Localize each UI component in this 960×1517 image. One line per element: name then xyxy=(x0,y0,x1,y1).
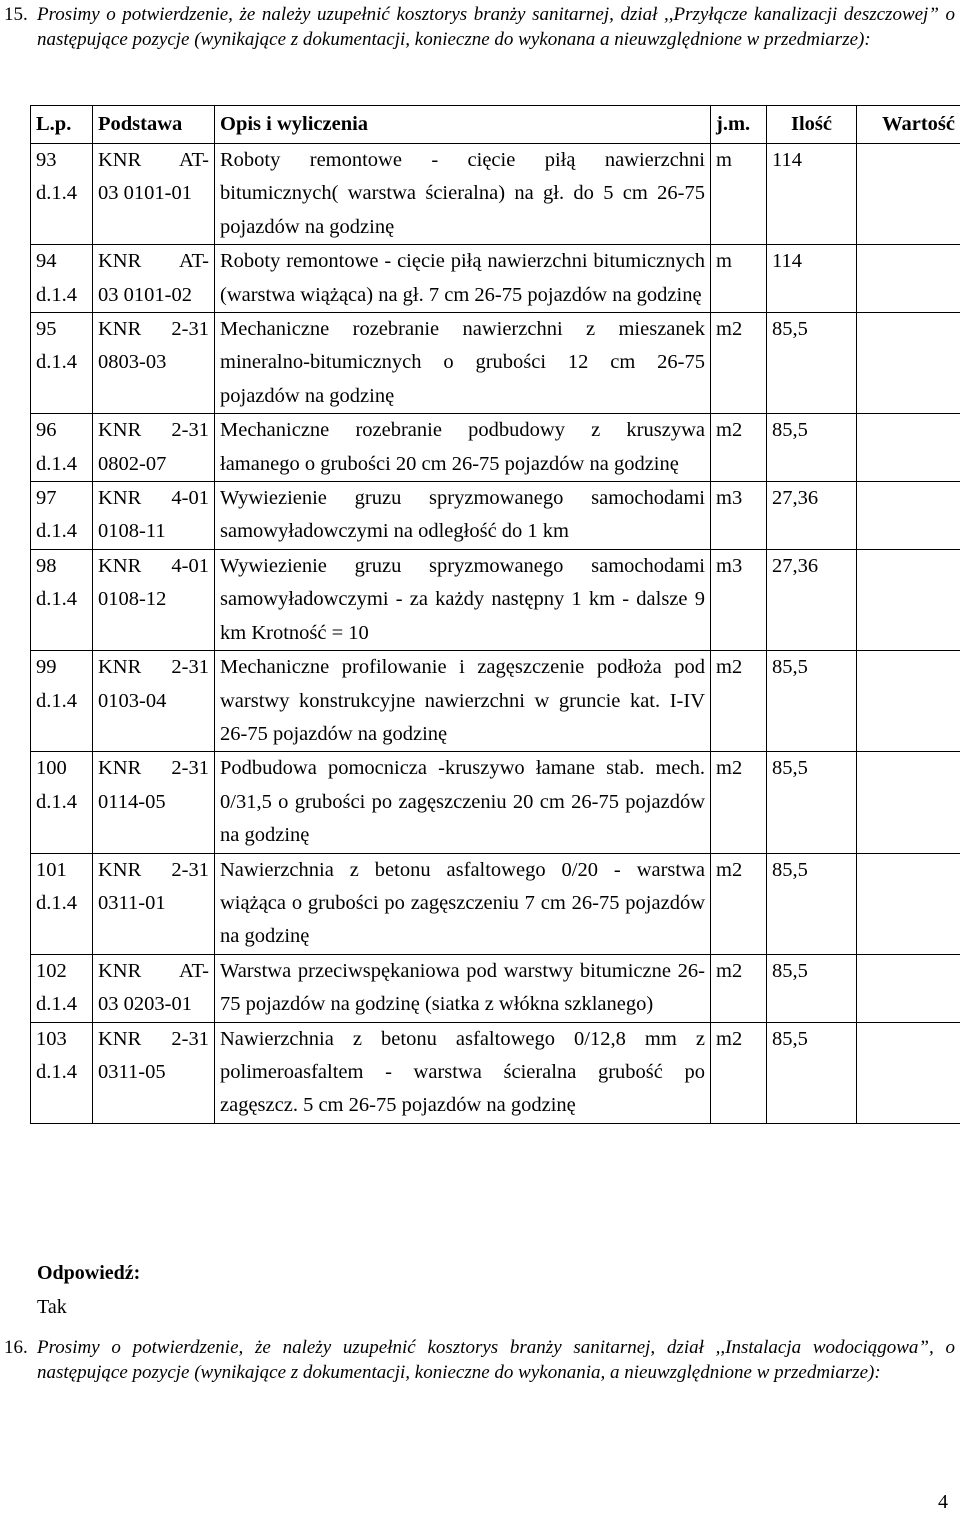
answer-label: Odpowiedź: xyxy=(37,1262,141,1284)
table-row xyxy=(31,313,960,414)
cell-jm: m2 xyxy=(711,313,767,414)
table-header-row xyxy=(31,106,960,144)
basis-line-1: KNR 2-31 xyxy=(98,419,209,442)
cell-opis: Mechaniczne rozebranie nawierzchni z mieszanek mineralno-bitumicznych o grubości 12 cm 26-75 pojazdów na godzinę xyxy=(215,313,711,414)
table-row xyxy=(31,245,960,313)
table-row xyxy=(31,144,960,245)
cell-jm: m2 xyxy=(711,414,767,482)
table-row xyxy=(31,414,960,482)
basis-line-2: 0803-03 xyxy=(98,351,167,374)
lp-number: 100 xyxy=(36,757,67,780)
header-ilosc: Ilość xyxy=(767,106,857,144)
basis-line-2: 03 0203-01 xyxy=(98,993,192,1016)
question-16 xyxy=(4,1335,955,1385)
basis-line-2: 0311-01 xyxy=(98,891,166,914)
cell-lp xyxy=(31,144,93,245)
question-text: Prosimy o potwierdzenie, że należy uzupełnić kosztorys branży sanitarnej, dział ,,Przyłącze kanalizacji deszczowej” o następujące pozycje (wynikające z dokumentacji, konieczne do wykonana a nieuwzględnione w przedmiarze): xyxy=(37,4,955,50)
basis-line-2: 0108-11 xyxy=(98,520,166,543)
lp-ref: d.1.4 xyxy=(36,452,77,475)
cell-opis: Roboty remontowe - cięcie piłą nawierzchni bitumicznych (warstwa wiążąca) na gł. 7 cm 26-75 pojazdów na godzinę xyxy=(215,245,711,313)
basis-line-1: KNR 4-01 xyxy=(98,554,209,577)
cell-wartosc xyxy=(857,954,960,1022)
cell-opis: Wywiezienie gruzu spryzmowanego samochodami samowyładowczymi na odległość do 1 km xyxy=(215,482,711,550)
table-row xyxy=(31,482,960,550)
basis-line-2: 03 0101-02 xyxy=(98,283,192,306)
lp-ref: d.1.4 xyxy=(36,790,77,813)
cell-wartosc xyxy=(857,313,960,414)
basis-line-1: KNR 4-01 xyxy=(98,487,209,510)
cell-ilosc: 85,5 xyxy=(767,853,857,954)
lp-number: 99 xyxy=(36,656,57,679)
question-number: 16. xyxy=(4,1337,28,1358)
table-row xyxy=(31,549,960,650)
header-opis: Opis i wyliczenia xyxy=(215,106,711,144)
basis-line-1: KNR 2-31 xyxy=(98,656,209,679)
lp-number: 95 xyxy=(36,318,57,341)
cell-ilosc: 27,36 xyxy=(767,482,857,550)
cell-ilosc: 85,5 xyxy=(767,651,857,752)
basis-line-1: KNR AT- xyxy=(98,250,209,273)
cell-opis: Wywiezienie gruzu spryzmowanego samochodami samowyładowczymi - za każdy następny 1 km - dalsze 9 km Krotność = 10 xyxy=(215,549,711,650)
table-row xyxy=(31,853,960,954)
question-number: 15. xyxy=(4,4,28,25)
lp-number: 102 xyxy=(36,959,67,982)
cell-wartosc xyxy=(857,144,960,245)
cell-lp xyxy=(31,853,93,954)
table-row xyxy=(31,954,960,1022)
cell-jm: m3 xyxy=(711,549,767,650)
cell-podstawa xyxy=(93,954,215,1022)
cell-jm: m2 xyxy=(711,1022,767,1123)
basis-line-2: 0108-12 xyxy=(98,588,167,611)
cell-ilosc: 85,5 xyxy=(767,954,857,1022)
cell-podstawa xyxy=(93,482,215,550)
basis-line-1: KNR 2-31 xyxy=(98,858,209,881)
cell-opis: Nawierzchnia z betonu asfaltowego 0/12,8 mm z polimeroasfaltem - warstwa ścieralna grubość po zagęszcz. 5 cm 26-75 pojazdów na godzinę xyxy=(215,1022,711,1123)
page-number: 4 xyxy=(938,1491,948,1513)
header-wartosc: Wartość xyxy=(857,106,960,144)
lp-number: 97 xyxy=(36,487,57,510)
cell-podstawa xyxy=(93,651,215,752)
cell-opis: Podbudowa pomocnicza -kruszywo łamane stab. mech. 0/31,5 o grubości po zagęszczeniu 20 cm 26-75 pojazdów na godzinę xyxy=(215,752,711,853)
basis-line-2: 0311-05 xyxy=(98,1060,166,1083)
basis-line-1: KNR AT- xyxy=(98,149,209,171)
table-row xyxy=(31,752,960,853)
cell-podstawa xyxy=(93,144,215,245)
cell-ilosc: 85,5 xyxy=(767,752,857,853)
cell-opis: Roboty remontowe - cięcie piłą nawierzchni bitumicznych( warstwa ścieralna) na gł. do 5 cm 26-75 pojazdów na godzinę xyxy=(215,144,711,245)
cost-items-table xyxy=(30,105,960,1124)
header-jm: j.m. xyxy=(711,106,767,144)
lp-number: 103 xyxy=(36,1027,67,1050)
cell-ilosc: 85,5 xyxy=(767,1022,857,1123)
cell-jm: m2 xyxy=(711,853,767,954)
cell-lp xyxy=(31,313,93,414)
lp-number: 93 xyxy=(36,149,57,171)
cell-ilosc: 85,5 xyxy=(767,414,857,482)
answer-block xyxy=(37,1256,140,1324)
basis-line-1: KNR 2-31 xyxy=(98,318,209,341)
cell-jm: m2 xyxy=(711,752,767,853)
basis-line-2: 0103-04 xyxy=(98,689,167,712)
cell-jm: m xyxy=(711,144,767,245)
cell-jm: m3 xyxy=(711,482,767,550)
cell-lp xyxy=(31,954,93,1022)
lp-number: 98 xyxy=(36,554,57,577)
lp-number: 94 xyxy=(36,250,57,273)
cell-lp xyxy=(31,414,93,482)
basis-line-1: KNR 2-31 xyxy=(98,757,209,780)
cell-lp xyxy=(31,752,93,853)
cell-opis: Nawierzchnia z betonu asfaltowego 0/20 - warstwa wiążąca o grubości po zagęszczeniu 7 cm 26-75 pojazdów na godzinę xyxy=(215,853,711,954)
cell-wartosc xyxy=(857,549,960,650)
header-lp: L.p. xyxy=(31,106,93,144)
cell-ilosc: 27,36 xyxy=(767,549,857,650)
cell-wartosc xyxy=(857,414,960,482)
cell-opis: Mechaniczne rozebranie podbudowy z kruszywa łamanego o grubości 20 cm 26-75 pojazdów na godzinę xyxy=(215,414,711,482)
basis-line-2: 03 0101-01 xyxy=(98,182,192,205)
table-row xyxy=(31,651,960,752)
lp-ref: d.1.4 xyxy=(36,689,77,712)
cell-podstawa xyxy=(93,414,215,482)
basis-line-2: 0802-07 xyxy=(98,452,167,475)
cell-wartosc xyxy=(857,752,960,853)
lp-number: 96 xyxy=(36,419,57,442)
basis-line-1: KNR 2-31 xyxy=(98,1027,209,1050)
cell-wartosc xyxy=(857,482,960,550)
cell-podstawa xyxy=(93,313,215,414)
question-15 xyxy=(4,2,955,52)
cell-wartosc xyxy=(857,245,960,313)
cell-lp xyxy=(31,651,93,752)
cell-podstawa xyxy=(93,245,215,313)
cell-ilosc: 114 xyxy=(767,245,857,313)
lp-ref: d.1.4 xyxy=(36,351,77,374)
table-row xyxy=(31,1022,960,1123)
cell-jm: m2 xyxy=(711,954,767,1022)
lp-ref: d.1.4 xyxy=(36,891,77,914)
cell-opis: Mechaniczne profilowanie i zagęszczenie podłoża pod warstwy konstrukcyjne nawierzchni w gruncie kat. I-IV 26-75 pojazdów na godzinę xyxy=(215,651,711,752)
cell-podstawa xyxy=(93,549,215,650)
cell-podstawa xyxy=(93,752,215,853)
cell-wartosc xyxy=(857,651,960,752)
lp-ref: d.1.4 xyxy=(36,1060,77,1083)
lp-ref: d.1.4 xyxy=(36,588,77,611)
lp-ref: d.1.4 xyxy=(36,182,77,205)
basis-line-1: KNR AT- xyxy=(98,959,209,982)
cell-opis: Warstwa przeciwspękaniowa pod warstwy bitumiczne 26-75 pojazdów na godzinę (siatka z włókna szklanego) xyxy=(215,954,711,1022)
cell-lp xyxy=(31,1022,93,1123)
basis-line-2: 0114-05 xyxy=(98,790,166,813)
cell-ilosc: 85,5 xyxy=(767,313,857,414)
cell-wartosc xyxy=(857,853,960,954)
cell-ilosc: 114 xyxy=(767,144,857,245)
cell-lp xyxy=(31,549,93,650)
cell-wartosc xyxy=(857,1022,960,1123)
answer-text: Tak xyxy=(37,1296,67,1318)
cell-lp xyxy=(31,482,93,550)
header-podstawa: Podstawa xyxy=(93,106,215,144)
question-text: Prosimy o potwierdzenie, że należy uzupełnić kosztorys branży sanitarnej, dział ,,Instalacja wodociągowa”, o następujące pozycje (wynikające z dokumentacji, konieczne do wykonania, a nieuwzględnione w przedmiarze): xyxy=(37,1337,955,1383)
cell-lp xyxy=(31,245,93,313)
cell-jm: m xyxy=(711,245,767,313)
cell-podstawa xyxy=(93,1022,215,1123)
lp-ref: d.1.4 xyxy=(36,520,77,543)
cell-podstawa xyxy=(93,853,215,954)
lp-number: 101 xyxy=(36,858,67,881)
lp-ref: d.1.4 xyxy=(36,283,77,306)
cell-jm: m2 xyxy=(711,651,767,752)
lp-ref: d.1.4 xyxy=(36,993,77,1016)
